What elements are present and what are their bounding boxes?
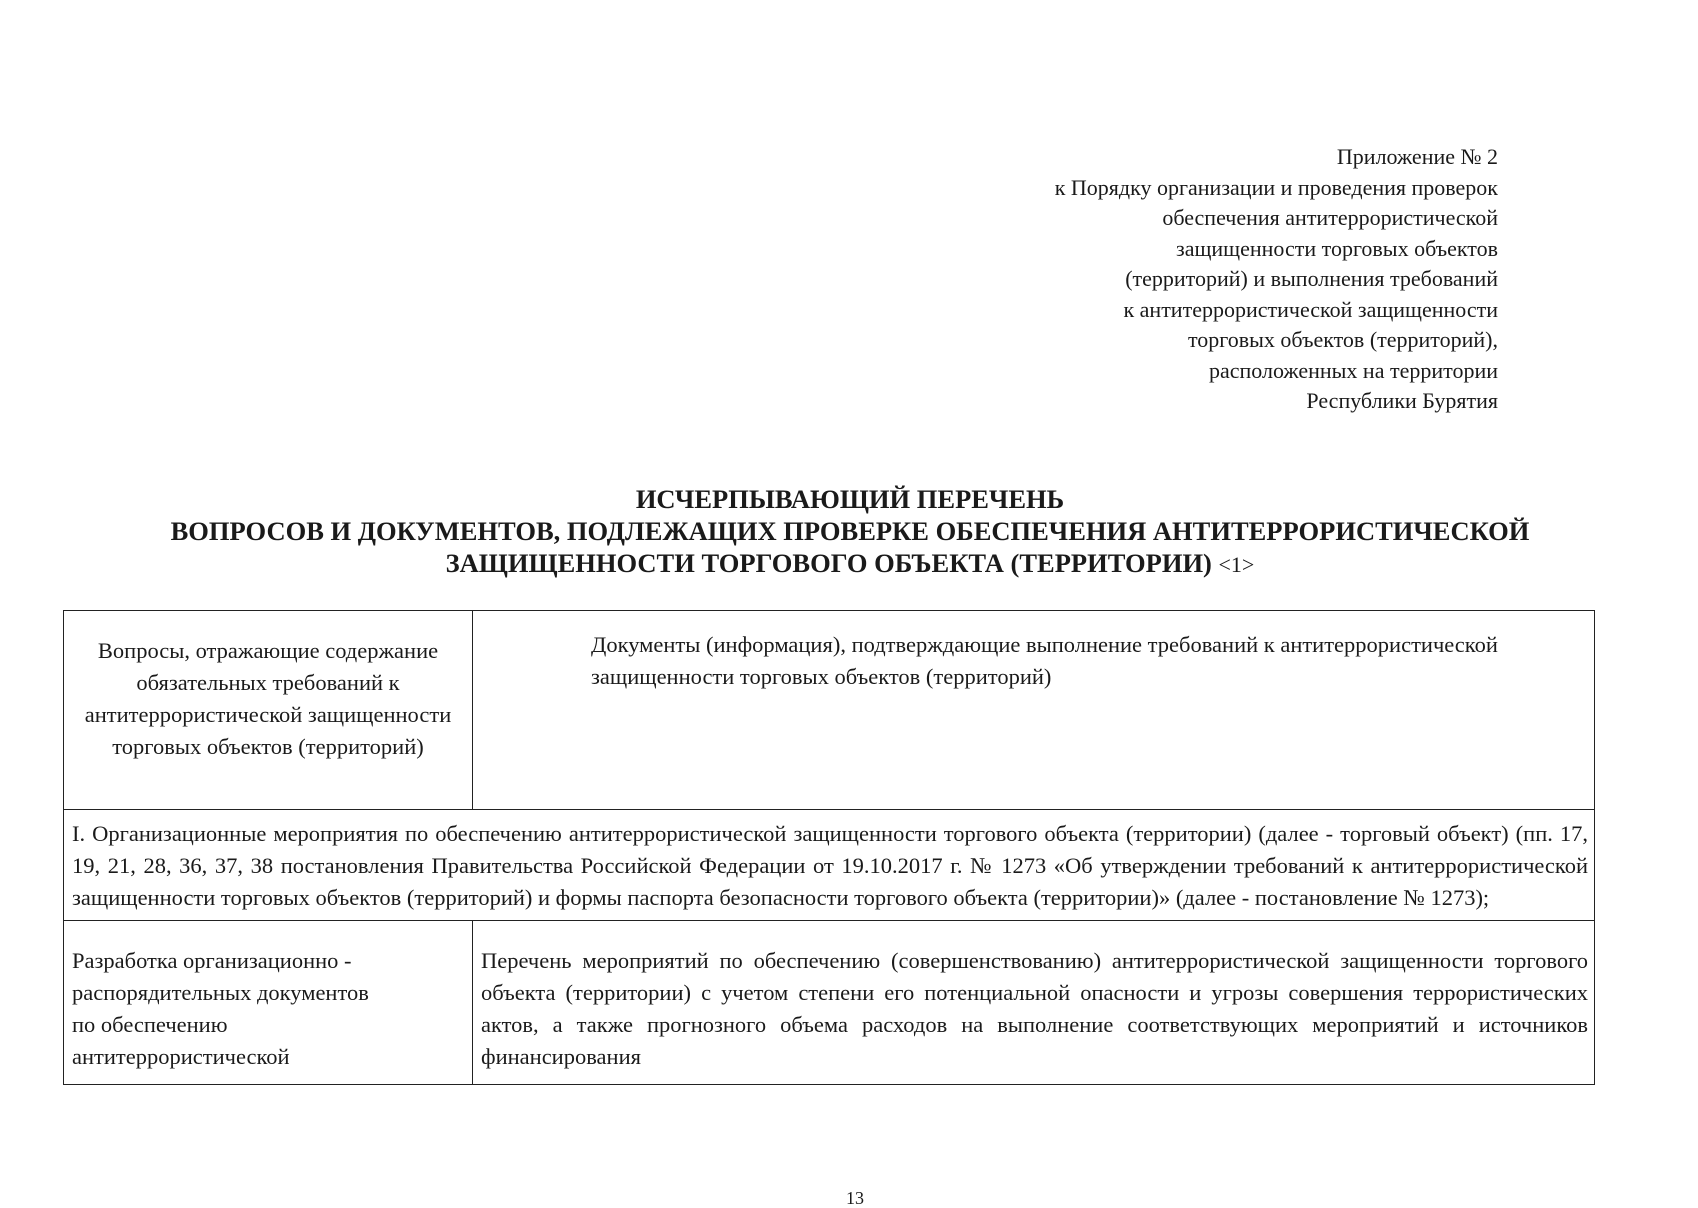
table-row: [64, 921, 1595, 1085]
row-documents: Перечень мероприятий по обеспечению (совершенствованию) антитеррористической защищенности торгового объекта (территории) с учетом степени его потенциальной опасности и угрозы совершения террористических актов, а также прогнозного объема расходов на выполнение соответствующих мероприятий и источников финансирования: [473, 921, 1595, 1085]
appendix-block: [858, 142, 1498, 417]
title-line-3-text: ЗАЩИЩЕННОСТИ ТОРГОВОГО ОБЪЕКТА (ТЕРРИТОРИИ): [445, 548, 1212, 578]
appendix-line: расположенных на территории: [1208, 357, 1498, 383]
footnote-ref: <1>: [1218, 552, 1255, 577]
section-organizational: I. Организационные мероприятия по обеспечению антитеррористической защищенности торгового объекта (территории) (далее - торговый объект) (пп. 17, 19, 21, 28, 36, 37, 38 постановления Правительства Российской Федерации от 19.10.2017 г. № 1273 «Об утверждении требований к антитеррористической защищенности торговых объектов (территорий) и формы паспорта безопасности торгового объекта (территории)» (далее - постановление № 1273);: [64, 810, 1595, 921]
appendix-line: (территорий) и выполнения требований: [1125, 266, 1498, 291]
document-title: [100, 483, 1600, 581]
appendix-line: защищенности торговых объектов: [1176, 235, 1498, 261]
row-question-line: распорядительных документов: [72, 980, 369, 1005]
header-documents: Документы (информация), подтверждающие выполнение требований к антитеррористической защищенности торговых объектов (территорий): [473, 611, 1595, 810]
section-row: [64, 810, 1595, 921]
appendix-line: обеспечения антитеррористической: [1162, 205, 1498, 230]
row-question-line: по обеспечению: [72, 1012, 228, 1037]
row-question-line: антитеррористической: [72, 1044, 290, 1069]
row-question-line: Разработка организационно -: [72, 948, 352, 973]
table-header-row: [64, 611, 1595, 810]
title-line-2: ВОПРОСОВ И ДОКУМЕНТОВ, ПОДЛЕЖАЩИХ ПРОВЕРКЕ ОБЕСПЕЧЕНИЯ АНТИТЕРРОРИСТИЧЕСКОЙ: [170, 516, 1530, 546]
appendix-line: к Порядку организации и проведения проверок: [1054, 174, 1498, 200]
checklist-table: [63, 610, 1595, 1085]
appendix-line: торговых объектов (территорий),: [1187, 327, 1498, 352]
appendix-line: к антитеррористической защищенности: [1123, 296, 1498, 322]
appendix-line: Приложение № 2: [1336, 144, 1498, 169]
appendix-line: Республики Бурятия: [1306, 388, 1498, 413]
page-number: 13: [846, 1188, 864, 1208]
row-question: [64, 921, 473, 1085]
title-line-3: [100, 547, 1600, 581]
header-questions: Вопросы, отражающие содержание обязательных требований к антитеррористической защищенности торговых объектов (территорий): [64, 611, 473, 810]
title-line-1: ИСЧЕРПЫВАЮЩИЙ ПЕРЕЧЕНЬ: [635, 484, 1065, 514]
